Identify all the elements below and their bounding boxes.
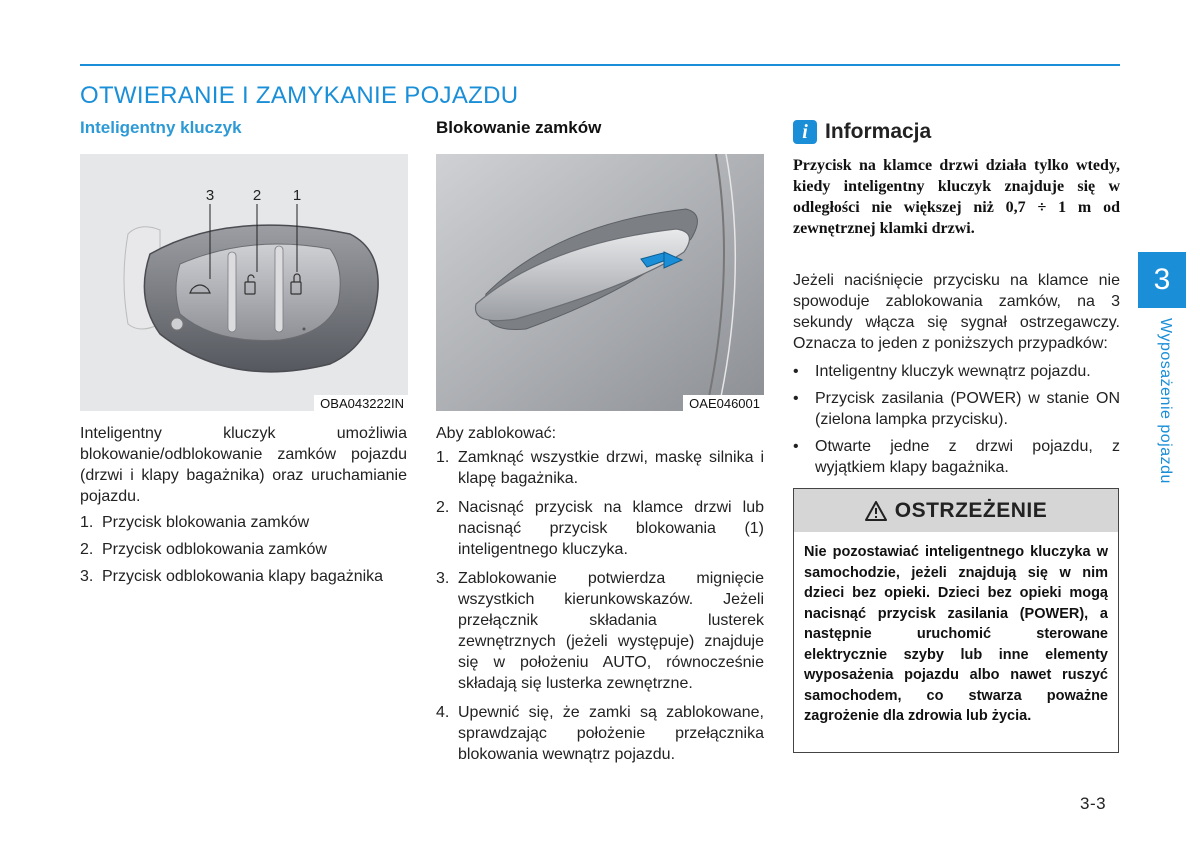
smart-key-figure — [80, 154, 408, 411]
info-paragraph: Jeżeli naciśnięcie przycisku na klamce nie spowoduje zablokowania zamków, na 3 sekundy włącza się sygnał ostrzegawczy. Oznacza to jeden z poniższych przypadków: — [793, 272, 1120, 352]
chapter-number-tab: 3 — [1138, 252, 1186, 308]
callout-1: 1 — [292, 187, 302, 204]
top-rule — [80, 64, 1120, 66]
page-title: OTWIERANIE I ZAMYKANIE POJAZDU — [80, 82, 519, 109]
warning-box — [793, 488, 1119, 753]
warning-header — [794, 489, 1118, 532]
list-item: 1. Zamknąć wszystkie drzwi, maskę silnika i klapę bagażnika. — [436, 449, 764, 487]
info-title: Informacja — [825, 120, 932, 143]
figure-code: OAE046001 — [683, 395, 764, 411]
list-item: 3. Przycisk odblokowania klapy bagażnika — [80, 568, 384, 585]
section-heading-locking: Blokowanie zamków — [436, 118, 602, 137]
smart-key-description: Inteligentny kluczyk umożliwia blokowanie/odblokowanie zamków pojazdu (drzwi i klapy bagażnika) oraz uruchamianie pojazdu. — [80, 425, 407, 505]
page-number: 3-3 — [1080, 794, 1107, 813]
bullet-dot: • — [793, 390, 799, 407]
callout-3: 3 — [205, 187, 215, 204]
list-item: 2. Nacisnąć przycisk na klamce drzwi lub nacisnąć przycisk blokowania (1) inteligentnego kluczyka. — [436, 499, 764, 558]
list-item: 1. Przycisk blokowania zamków — [80, 514, 310, 531]
list-item: 2. Przycisk odblokowania zamków — [80, 541, 327, 558]
bullet-dot: • — [793, 438, 799, 455]
list-item: 4. Upewnić się, że zamki są zablokowane, sprawdzając położenie przełącznika blokowania wewnątrz pojazdu. — [436, 704, 764, 763]
info-header — [793, 120, 931, 144]
warning-text: Nie pozostawiać inteligentnego kluczyka w samochodzie, jeżeli znajdują się w nim dzieci bez opieki. Dzieci bez opieki mogą nacisnąć przycisk zasilania (POWER), a następnie uruchomić sterowane elektrycznie szyby lub inne elementy wyposażenia pojazdu albo nawet ruszyć samochodem, co stwarza poważne zagrożenie dla zdrowia lub życia. — [804, 544, 1108, 724]
list-item: • Przycisk zasilania (POWER) w stanie ON (zielona lampka przycisku). — [793, 390, 1120, 428]
bullet-dot: • — [793, 363, 799, 380]
list-item: • Otwarte jedne z drzwi pojazdu, z wyjątkiem klapy bagażnika. — [793, 438, 1120, 476]
section-heading-smart-key: Inteligentny kluczyk — [80, 118, 242, 137]
locking-steps — [436, 447, 764, 765]
warning-triangle-icon — [865, 501, 887, 521]
locking-intro: Aby zablokować: — [436, 425, 557, 442]
door-handle-illustration — [436, 154, 764, 411]
info-note: Przycisk na klamce drzwi działa tylko wtedy, kiedy inteligentny kluczyk znajduje się w odległości nie większej niż 0,7 ÷ 1 m od zewnętrznej klamki drzwi. — [793, 157, 1120, 237]
list-item: • Inteligentny kluczyk wewnątrz pojazdu. — [793, 363, 1091, 380]
info-icon: i — [793, 120, 817, 144]
chapter-title: Wyposażenie pojazdu — [1157, 318, 1174, 484]
list-item: 3. Zablokowanie potwierdza mignięcie wszystkich kierunkowskazów. Jeżeli przełącznik składania lusterek zewnętrznych (jeżeli występuje) znajduje się w położeniu AUTO, równocześnie składają się lusterka zewnętrzne. — [436, 570, 764, 692]
smart-key-button-list — [80, 512, 407, 587]
warning-title: OSTRZEŻENIE — [894, 498, 1048, 522]
door-handle-figure — [436, 154, 764, 411]
callout-2: 2 — [252, 187, 262, 204]
case-bullets — [793, 361, 1120, 478]
smart-key-illustration — [80, 154, 408, 411]
figure-code: OBA043222IN — [314, 395, 408, 411]
